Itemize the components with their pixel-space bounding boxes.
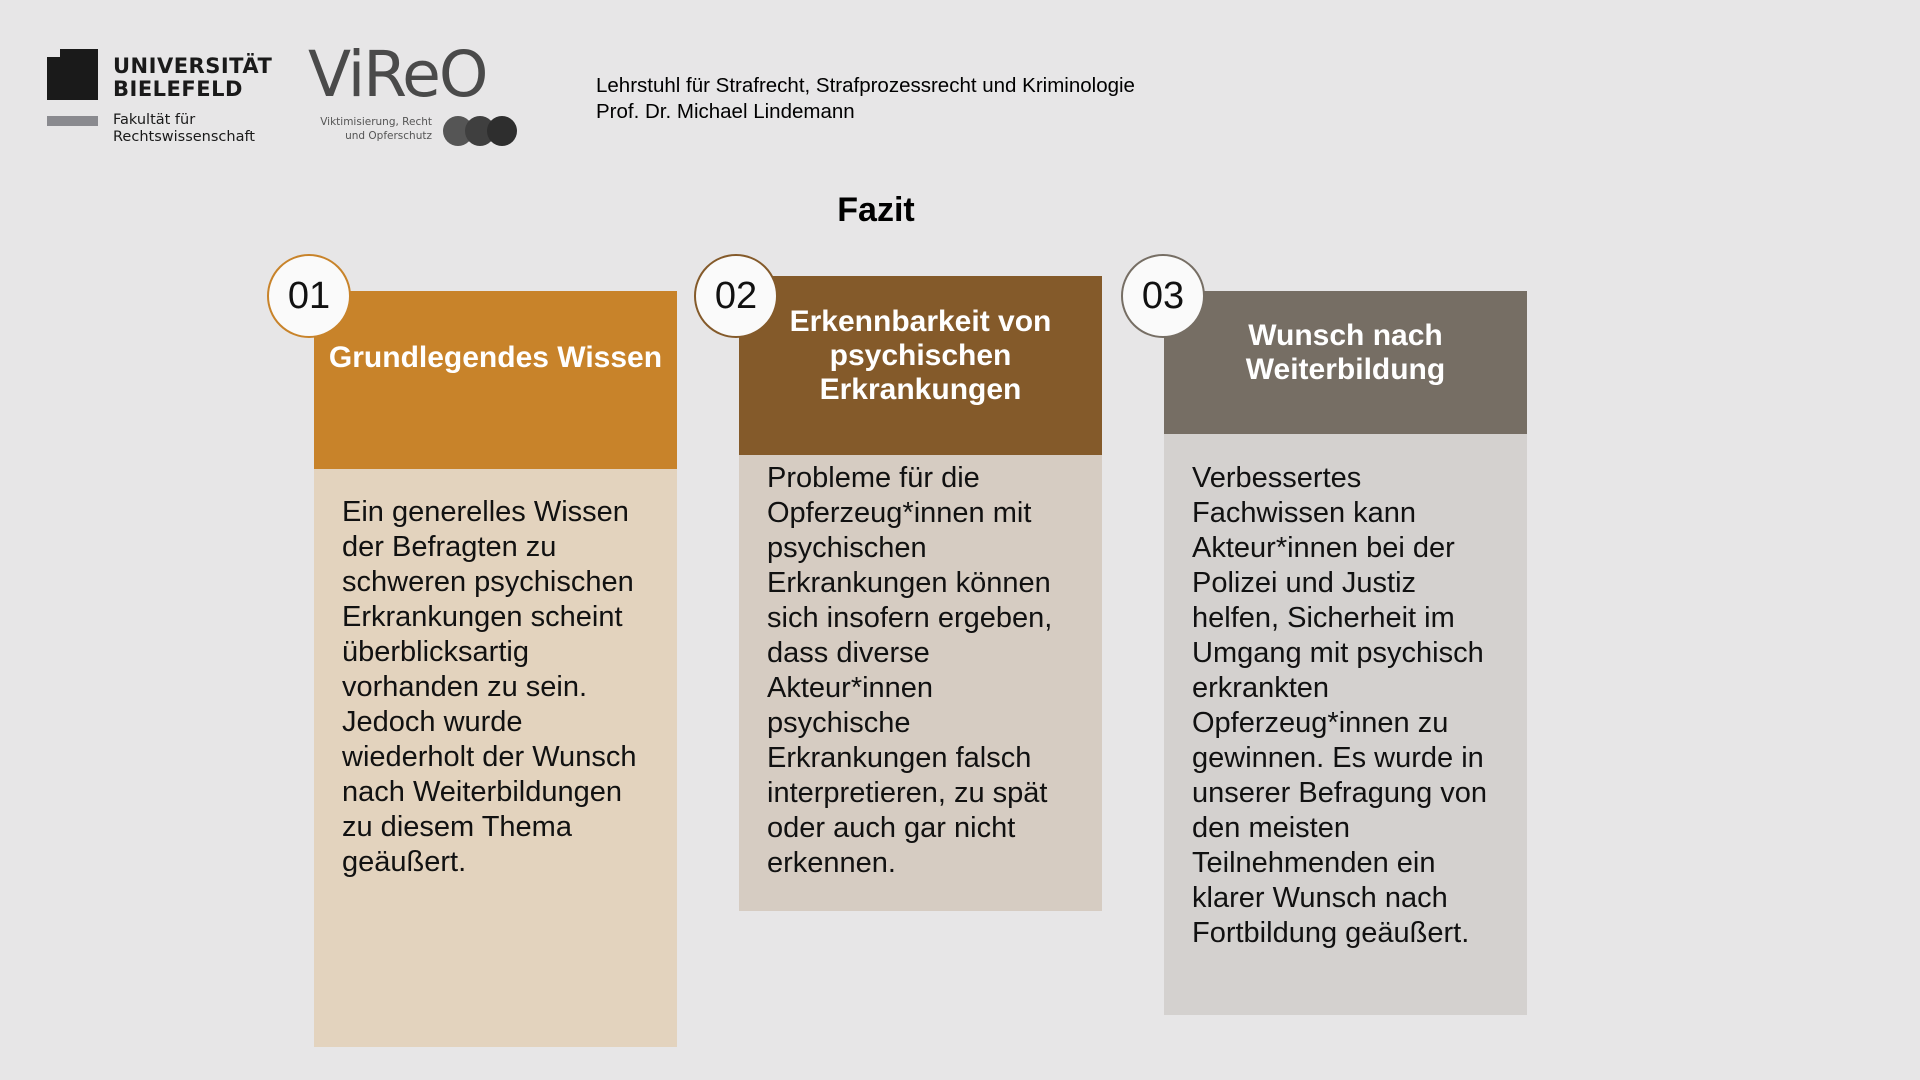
vireo-wordmark: ViReO <box>308 38 487 111</box>
card-heading: Wunsch nach Weiterbildung <box>1245 318 1446 386</box>
university-bielefeld-logo <box>47 49 273 149</box>
vireo-subtitle-line1: Viktimisierung, Recht <box>320 116 432 128</box>
card-header <box>314 291 677 469</box>
university-logo-bar <box>47 116 98 126</box>
card-text: Verbessertes Fachwissen kann Akteur*innen bei der Polizei und Justiz helfen, Sicherheit im Umgang mit psychisch erkrankten Opferzeug*innen zu gewinnen. Es wurde in unserer Befragung von den meisten Teilnehmenden ein klarer Wunsch nach Fortbildung geäußert. <box>1192 462 1488 949</box>
card-header <box>739 276 1102 455</box>
faculty-name <box>113 112 255 146</box>
card-text: Ein generelles Wissen der Befragten zu schweren psychischen Erkrankungen scheint überblicksartig vorhanden zu sein. Jedoch wurde wiederholt der Wunsch nach Weiterbildungen zu diesem Thema geäußert. <box>342 496 637 878</box>
card-heading: Erkennbarkeit von psychischen Erkrankungen <box>789 304 1052 406</box>
page-title: Fazit <box>837 191 915 229</box>
faculty-line2: Rechtswissenschaft <box>113 129 255 145</box>
card-body <box>1164 434 1527 1015</box>
university-name-line1: UNIVERSITÄT <box>113 54 273 78</box>
vireo-dot-3 <box>487 116 517 146</box>
card-heading: Grundlegendes Wissen <box>328 341 663 374</box>
card-number-badge: 01 <box>267 254 351 338</box>
card-header <box>1164 291 1527 434</box>
vireo-logo <box>308 38 523 146</box>
chair-info <box>596 73 1135 125</box>
card-number-badge: 03 <box>1121 254 1205 338</box>
university-name <box>113 55 272 101</box>
vireo-dots-icon <box>443 116 518 146</box>
university-logo-square <box>47 49 98 100</box>
vireo-subtitle <box>308 115 432 143</box>
card-number-badge: 02 <box>694 254 778 338</box>
university-name-line2: BIELEFELD <box>113 77 243 101</box>
professor-name: Prof. Dr. Michael Lindemann <box>596 100 855 123</box>
chair-name: Lehrstuhl für Strafrecht, Strafprozessrecht und Kriminologie <box>596 74 1135 97</box>
card-text: Probleme für die Opferzeug*innen mit psychischen Erkrankungen können sich insofern ergeben, dass diverse Akteur*innen psychische Erkrankungen falsch interpretieren, zu spät oder auch gar nicht erkennen. <box>767 462 1053 879</box>
faculty-line1: Fakultät für <box>113 112 196 128</box>
card-body <box>314 469 677 1047</box>
card-body <box>739 455 1102 911</box>
vireo-subtitle-line2: und Opferschutz <box>345 130 432 142</box>
